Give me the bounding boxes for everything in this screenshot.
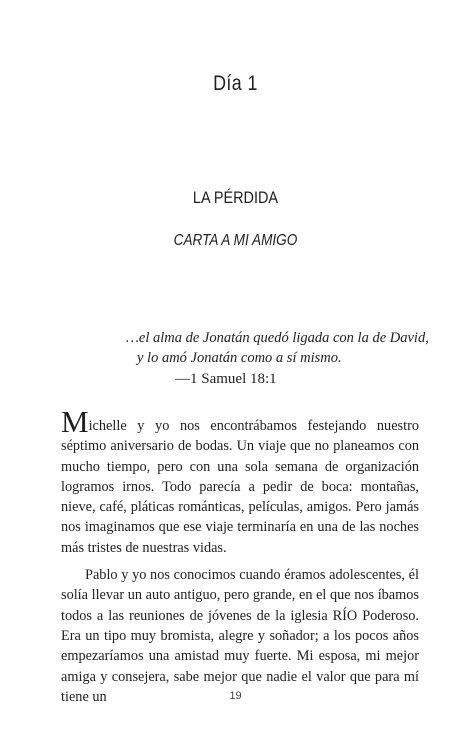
day-heading: Día 1 xyxy=(213,72,258,95)
page-number: 19 xyxy=(229,690,242,702)
paragraph-text: ichelle y yo nos encontrábamos festejando nuestro séptimo aniversario de bodas. Un viaje que no planeamos con mucho tiempo, pero con una sola semana de organización logramos irnos. Todo parecía a pedir de boca: montañas, nieve, café, pláticas románticas, películas, amigos. Pero jamás nos imaginamos que ese viaje terminaría en una de las noches más tristes de nuestras vidas. xyxy=(61,418,419,556)
epigraph-line: …el alma de Jonatán quedó ligada con la de David, xyxy=(126,330,429,346)
epigraph-line: y lo amó Jonatán como a sí mismo. xyxy=(137,350,342,366)
paragraph: Pablo y yo nos conocimos cuando éramos adolescentes, él solía llevar un auto antiguo, pero grande, en el que nos íbamos todos a las reuniones de jóvenes de la iglesia RÍO Poderoso. Era un tipo muy bromista, alegre y soñador; a los pocos años empezaríamos una amistad muy fuerte. Mi esposa, mi mejor amiga y consejera, sabe mejor que nadie el valor que para mí tiene un xyxy=(61,567,419,705)
chapter-title: LA PÉRDIDA xyxy=(192,188,279,207)
chapter-subtitle: CARTA A MI AMIGO xyxy=(173,232,298,249)
body-text xyxy=(61,404,419,707)
drop-cap: M xyxy=(61,404,89,439)
paragraph xyxy=(61,404,419,558)
epigraph-reference: —1 Samuel 18:1 xyxy=(175,371,277,387)
